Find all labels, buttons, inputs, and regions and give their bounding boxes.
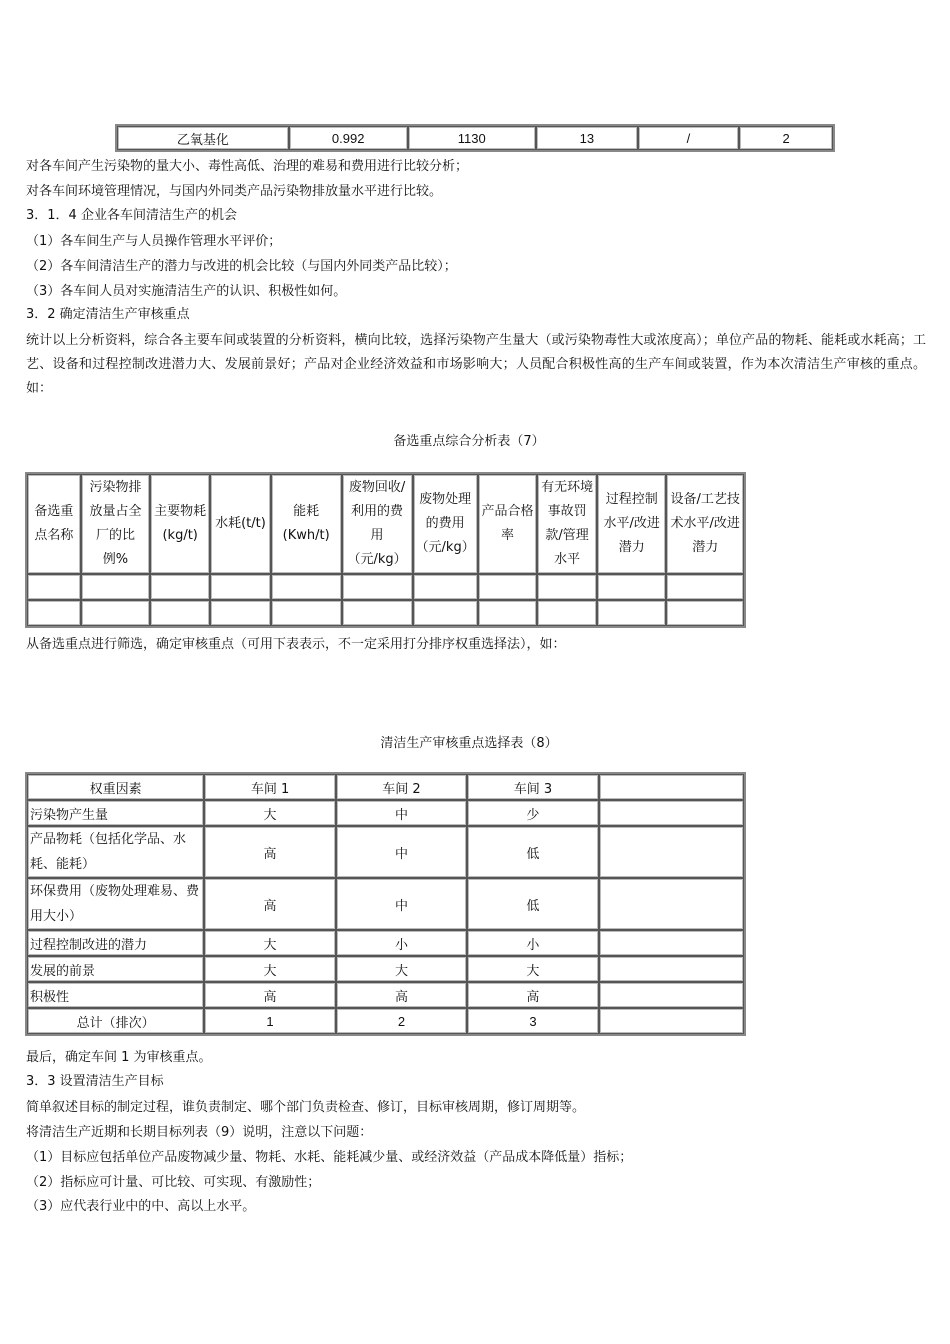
list-item: （2）各车间清洁生产的潜力与改进的机会比较（与国内外同类产品比较）；	[26, 259, 457, 274]
table-cell	[599, 1008, 744, 1034]
header-cell: 污染物排放量占全厂的比例%	[81, 474, 151, 574]
table-cell: 3	[467, 1008, 598, 1034]
table-cell	[666, 600, 744, 626]
table-cell	[27, 600, 81, 626]
table-row	[27, 982, 744, 1008]
table-cell: 1130	[408, 126, 536, 150]
table-title: 备选重点综合分析表（7）	[393, 434, 545, 449]
table-cell	[413, 574, 478, 600]
table-cell	[537, 600, 597, 626]
table-row	[27, 600, 744, 626]
table-cell: 高	[204, 826, 335, 878]
table-cell	[210, 600, 271, 626]
table-cell: 产品物耗（包括化学品、水耗、能耗）	[27, 826, 204, 878]
table-cell: 污染物产生量	[27, 800, 204, 826]
table-cell: 0.992	[289, 126, 408, 150]
table-cell	[27, 574, 81, 600]
table-cell	[150, 600, 210, 626]
table-cell: 13	[536, 126, 638, 150]
table-cell	[599, 826, 744, 878]
top-data-table	[115, 124, 835, 152]
table-cell: 1	[204, 1008, 335, 1034]
text-line: 从备选重点进行筛选，确定审核重点（可用下表表示，不一定采用打分排序权重选择法），如：	[26, 637, 566, 652]
list-item: （3）各车间人员对实施清洁生产的认识、积极性如何。	[26, 284, 347, 299]
table-cell	[666, 574, 744, 600]
table-cell	[599, 930, 744, 956]
list-item: （2）指标应可计量、可比较、可实现、有激励性；	[26, 1175, 321, 1190]
header-cell: 废物回收/利用的费用（元/kg）	[342, 474, 413, 574]
table-cell: 高	[467, 982, 598, 1008]
table-cell: 小	[467, 930, 598, 956]
table-cell: 中	[336, 878, 467, 930]
header-cell: 有无环境事故罚款/管理水平	[537, 474, 597, 574]
table-cell: 总计（排次）	[27, 1008, 204, 1034]
text-line: 最后，确定车间 1 为审核重点。	[26, 1050, 212, 1065]
header-cell: 权重因素	[27, 774, 204, 800]
header-cell: 主要物耗(kg/t)	[150, 474, 210, 574]
table-cell: 发展的前景	[27, 956, 204, 982]
table-cell: 2	[336, 1008, 467, 1034]
table-cell	[271, 600, 342, 626]
table-cell: 乙氧基化	[117, 126, 289, 150]
table-row	[27, 574, 744, 600]
table-cell: 大	[467, 956, 598, 982]
table-cell	[271, 574, 342, 600]
table-row	[27, 800, 744, 826]
section-heading: 3．3 设置清洁生产目标	[26, 1074, 164, 1089]
table-cell	[597, 600, 667, 626]
table-row	[27, 878, 744, 930]
table-cell	[478, 600, 538, 626]
table-cell	[478, 574, 538, 600]
table-cell	[210, 574, 271, 600]
table-cell: 高	[336, 982, 467, 1008]
list-item: （1）目标应包括单位产品废物减少量、物耗、水耗、能耗减少量、或经济效益（产品成本降低量）指标；	[26, 1150, 633, 1165]
table-row	[27, 826, 744, 878]
table-cell: 高	[204, 982, 335, 1008]
list-item: （3）应代表行业中的中、高以上水平。	[26, 1199, 256, 1214]
header-cell: 车间 3	[467, 774, 598, 800]
table-cell	[342, 600, 413, 626]
table-cell: 大	[336, 956, 467, 982]
table-cell	[81, 574, 151, 600]
section-heading: 3．2 确定清洁生产审核重点	[26, 307, 190, 322]
table-cell: 环保费用（废物处理难易、费用大小）	[27, 878, 204, 930]
text-line: 对各车间环境管理情况，与国内外同类产品污染物排放量水平进行比较。	[26, 184, 443, 199]
table-header-row	[27, 474, 744, 574]
table-cell	[537, 574, 597, 600]
table-cell	[599, 878, 744, 930]
text-line: 将清洁生产近期和长期目标列表（9）说明，注意以下问题：	[26, 1125, 373, 1140]
table-cell: 积极性	[27, 982, 204, 1008]
text-line: 对各车间产生污染物的量大小、毒性高低、治理的难易和费用进行比较分析；	[26, 159, 469, 174]
table-row	[27, 956, 744, 982]
table-cell	[150, 574, 210, 600]
header-cell: 备选重点名称	[27, 474, 81, 574]
table-cell: 中	[336, 800, 467, 826]
header-cell: 能耗(Kwh/t)	[271, 474, 342, 574]
table-cell	[599, 800, 744, 826]
paragraph: 统计以上分析资料，综合各主要车间或装置的分析资料，横向比较，选择污染物产生量大（或污染物毒性大或浓度高）；单位产品的物耗、能耗或水耗高；工艺、设备和过程控制改进潜力大、发展前景好；产品对企业经济效益和市场影响大；人员配合积极性高的生产车间或装置，作为本次清洁生产审核的重点。如：	[26, 333, 926, 396]
candidate-analysis-table	[25, 472, 746, 628]
list-item: （1）各车间生产与人员操作管理水平评价；	[26, 234, 282, 249]
table-cell: /	[638, 126, 739, 150]
table-cell: 小	[336, 930, 467, 956]
table-cell: 2	[739, 126, 833, 150]
table-row	[117, 126, 833, 150]
header-cell: 废物处理的费用（元/kg）	[413, 474, 478, 574]
table-cell: 大	[204, 956, 335, 982]
table-cell	[599, 982, 744, 1008]
table-row	[27, 1008, 744, 1034]
header-cell	[599, 774, 744, 800]
table-cell: 低	[467, 878, 598, 930]
table-cell: 大	[204, 800, 335, 826]
table-cell: 低	[467, 826, 598, 878]
table-cell	[599, 956, 744, 982]
header-cell: 产品合格率	[478, 474, 538, 574]
table-cell	[342, 574, 413, 600]
text-line: 简单叙述目标的制定过程，谁负责制定、哪个部门负责检查、修订，目标审核周期，修订周期等。	[26, 1100, 586, 1115]
table-cell: 大	[204, 930, 335, 956]
audit-focus-selection-table	[25, 772, 746, 1036]
header-cell: 车间 1	[204, 774, 335, 800]
table-cell	[597, 574, 667, 600]
table-cell: 少	[467, 800, 598, 826]
section-heading: 3．1．4 企业各车间清洁生产的机会	[26, 208, 237, 223]
table-cell	[81, 600, 151, 626]
header-cell: 车间 2	[336, 774, 467, 800]
table-cell: 过程控制改进的潜力	[27, 930, 204, 956]
table-header-row	[27, 774, 744, 800]
table-cell	[413, 600, 478, 626]
table-cell: 中	[336, 826, 467, 878]
header-cell: 过程控制水平/改进潜力	[597, 474, 667, 574]
header-cell: 水耗(t/t)	[210, 474, 271, 574]
header-cell: 设备/工艺技术水平/改进潜力	[666, 474, 744, 574]
table-row	[27, 930, 744, 956]
table-cell: 高	[204, 878, 335, 930]
table-title: 清洁生产审核重点选择表（8）	[380, 736, 558, 751]
